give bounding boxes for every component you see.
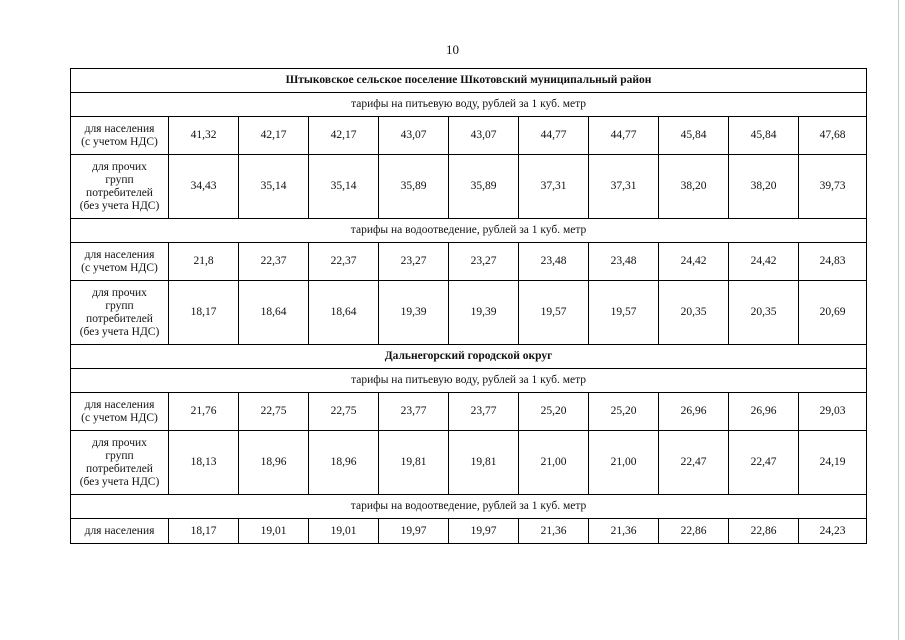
- tariff-value-cell: 19,39: [379, 281, 449, 345]
- tariff-value-cell: 26,96: [729, 393, 799, 431]
- tariff-value-cell: 19,01: [309, 519, 379, 544]
- tariff-value-cell: 19,97: [379, 519, 449, 544]
- tariff-value-cell: 18,64: [309, 281, 379, 345]
- tariff-value-cell: 37,31: [519, 155, 589, 219]
- tariff-value-cell: 19,81: [379, 431, 449, 495]
- tariff-value-cell: 21,36: [519, 519, 589, 544]
- table-row: [71, 243, 867, 281]
- tariff-value-cell: 18,96: [309, 431, 379, 495]
- tariff-value-cell: 19,39: [449, 281, 519, 345]
- tariff-value-cell: 22,37: [309, 243, 379, 281]
- tariff-value-cell: 18,64: [239, 281, 309, 345]
- tariff-value-cell: 18,17: [169, 519, 239, 544]
- tariff-value-cell: 34,43: [169, 155, 239, 219]
- tariff-value-cell: 19,81: [449, 431, 519, 495]
- tariff-value-cell: 43,07: [449, 117, 519, 155]
- tariff-value-cell: 22,47: [729, 431, 799, 495]
- tariff-value-cell: 19,57: [519, 281, 589, 345]
- tariff-value-cell: 21,76: [169, 393, 239, 431]
- page-edge-line: [898, 0, 899, 640]
- tariff-value-cell: 24,19: [799, 431, 867, 495]
- tariff-value-cell: 42,17: [239, 117, 309, 155]
- district-row: [71, 345, 867, 369]
- table-row: [71, 155, 867, 219]
- tariff-value-cell: 21,8: [169, 243, 239, 281]
- tariff-value-cell: 22,37: [239, 243, 309, 281]
- tariff-value-cell: 21,36: [589, 519, 659, 544]
- table-row: [71, 281, 867, 345]
- tariff-value-cell: 24,83: [799, 243, 867, 281]
- tariff-value-cell: 29,03: [799, 393, 867, 431]
- table-row: [71, 431, 867, 495]
- tariff-value-cell: 37,31: [589, 155, 659, 219]
- tariff-value-cell: 18,13: [169, 431, 239, 495]
- tariff-value-cell: 22,86: [729, 519, 799, 544]
- tariff-subheader-row: [71, 495, 867, 519]
- tariff-value-cell: 43,07: [379, 117, 449, 155]
- tariff-subheader-row: [71, 369, 867, 393]
- tariff-value-cell: 24,42: [659, 243, 729, 281]
- tariff-value-cell: 22,47: [659, 431, 729, 495]
- tariff-subheader: тарифы на питьевую воду, рублей за 1 куб. метр: [71, 369, 867, 393]
- page-number: 10: [446, 42, 459, 57]
- table-row: [71, 117, 867, 155]
- tariff-value-cell: 19,97: [449, 519, 519, 544]
- tariff-value-cell: 35,14: [239, 155, 309, 219]
- tariff-value-cell: 25,20: [589, 393, 659, 431]
- tariff-value-cell: 22,86: [659, 519, 729, 544]
- tariff-value-cell: 23,77: [379, 393, 449, 431]
- tariff-value-cell: 22,75: [309, 393, 379, 431]
- tariff-value-cell: 19,57: [589, 281, 659, 345]
- tariff-value-cell: 23,27: [379, 243, 449, 281]
- district-title: Дальнегорский городской округ: [71, 345, 867, 369]
- tariff-value-cell: 42,17: [309, 117, 379, 155]
- table-row: [71, 393, 867, 431]
- tariff-value-cell: 21,00: [589, 431, 659, 495]
- consumer-group-label: для прочих групп потребителей (без учета НДС): [71, 431, 169, 495]
- tariff-value-cell: 35,89: [449, 155, 519, 219]
- tariff-value-cell: 45,84: [659, 117, 729, 155]
- tariff-value-cell: 35,14: [309, 155, 379, 219]
- tariff-value-cell: 44,77: [589, 117, 659, 155]
- tariff-value-cell: 38,20: [659, 155, 729, 219]
- tariff-value-cell: 41,32: [169, 117, 239, 155]
- tariff-value-cell: 20,35: [729, 281, 799, 345]
- tariff-value-cell: 21,00: [519, 431, 589, 495]
- tariff-subheader-row: [71, 219, 867, 243]
- tariff-value-cell: 25,20: [519, 393, 589, 431]
- district-title: Штыковское сельское поселение Шкотовский муниципальный район: [71, 69, 867, 93]
- consumer-group-label: для населения (с учетом НДС): [71, 117, 169, 155]
- tariff-value-cell: 23,48: [589, 243, 659, 281]
- tariff-subheader: тарифы на водоотведение, рублей за 1 куб. метр: [71, 495, 867, 519]
- tariff-value-cell: 39,73: [799, 155, 867, 219]
- tariff-value-cell: 20,69: [799, 281, 867, 345]
- tariff-value-cell: 23,77: [449, 393, 519, 431]
- tariff-value-cell: 44,77: [519, 117, 589, 155]
- consumer-group-label: для прочих групп потребителей (без учета НДС): [71, 155, 169, 219]
- tariff-subheader: тарифы на водоотведение, рублей за 1 куб. метр: [71, 219, 867, 243]
- tariff-value-cell: 35,89: [379, 155, 449, 219]
- tariff-value-cell: 38,20: [729, 155, 799, 219]
- tariff-value-cell: 22,75: [239, 393, 309, 431]
- tariff-table: [70, 68, 867, 544]
- consumer-group-label: для населения: [71, 519, 169, 544]
- tariff-value-cell: 18,17: [169, 281, 239, 345]
- tariff-value-cell: 20,35: [659, 281, 729, 345]
- consumer-group-label: для прочих групп потребителей (без учета НДС): [71, 281, 169, 345]
- tariff-subheader-row: [71, 93, 867, 117]
- tariff-value-cell: 47,68: [799, 117, 867, 155]
- tariff-subheader: тарифы на питьевую воду, рублей за 1 куб. метр: [71, 93, 867, 117]
- table-row: [71, 519, 867, 544]
- tariff-value-cell: 19,01: [239, 519, 309, 544]
- consumer-group-label: для населения (с учетом НДС): [71, 243, 169, 281]
- tariff-value-cell: 45,84: [729, 117, 799, 155]
- tariff-value-cell: 24,42: [729, 243, 799, 281]
- tariff-value-cell: 26,96: [659, 393, 729, 431]
- consumer-group-label: для населения (с учетом НДС): [71, 393, 169, 431]
- tariff-value-cell: 18,96: [239, 431, 309, 495]
- tariff-value-cell: 23,48: [519, 243, 589, 281]
- district-row: [71, 69, 867, 93]
- tariff-value-cell: 24,23: [799, 519, 867, 544]
- tariff-value-cell: 23,27: [449, 243, 519, 281]
